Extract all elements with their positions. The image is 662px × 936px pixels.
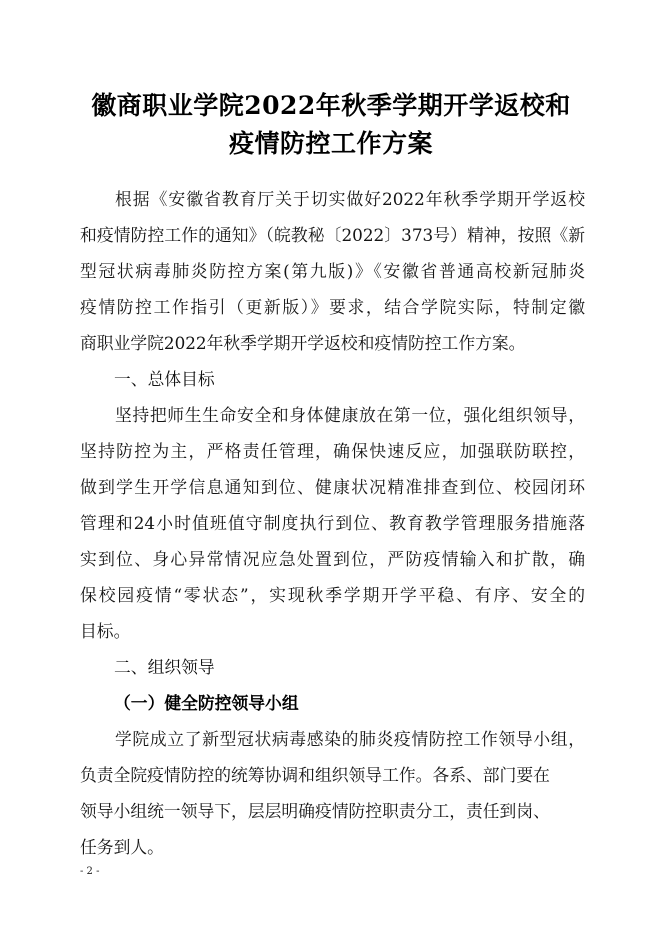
section-heading-overall-goal: 一、总体目标 (114, 369, 215, 389)
section1-line-2: 坚持防控为主，严格责任管理，确保快速反应，加强联防联控， (80, 441, 585, 461)
intro-line-1: 根据《安徽省教育厅关于切实做好2022年秋季学期开学返校 (115, 189, 585, 209)
subsection1-line-1: 学院成立了新型冠状病毒感染的肺炎疫情防控工作领导小组， (115, 729, 585, 749)
intro-line-5: 商职业学院2022年秋季学期开学返校和疫情防控工作方案。 (80, 333, 526, 353)
subsection1-line-2: 负责全院疫情防控的统筹协调和组织领导工作。各系、部门要在 (80, 765, 550, 785)
section1-line-7: 目标。 (80, 621, 131, 641)
section1-line-6: 保校园疫情“零状态”，实现秋季学期开学平稳、有序、安全的 (80, 585, 585, 605)
subsection1-line-4: 任务到人。 (80, 837, 164, 857)
subsection1-line-3: 领导小组统一领导下，层层明确疫情防控职责分工，责任到岗、 (80, 801, 550, 821)
page-number: - 2 - (80, 866, 100, 877)
section1-line-3: 做到学生开学信息通知到位、健康状况精准排查到位、校园闭环 (80, 477, 585, 497)
section1-line-1: 坚持把师生生命安全和身体健康放在第一位，强化组织领导， (115, 405, 585, 425)
subsection-heading-leadership-group: （一）健全防控领导小组 (114, 693, 299, 713)
intro-line-4: 疫情防控工作指引（更新版）》要求，结合学院实际，特制定徽 (80, 297, 585, 317)
section1-line-4: 管理和24小时值班值守制度执行到位、教育教学管理服务措施落 (80, 513, 585, 533)
document-title-line-1: 徽商职业学院2022年秋季学期开学返校和 (91, 91, 571, 120)
document-title-line-2: 疫情防控工作方案 (228, 129, 433, 158)
section1-line-5: 实到位、身心异常情况应急处置到位，严防疫情输入和扩散，确 (80, 549, 585, 569)
intro-line-3: 型冠状病毒肺炎防控方案(第九版)》《安徽省普通高校新冠肺炎 (80, 261, 585, 281)
intro-line-2: 和疫情防控工作的通知》（皖教秘〔2022〕373号）精神，按照《新 (80, 225, 585, 245)
section-heading-organization: 二、组织领导 (114, 657, 215, 677)
